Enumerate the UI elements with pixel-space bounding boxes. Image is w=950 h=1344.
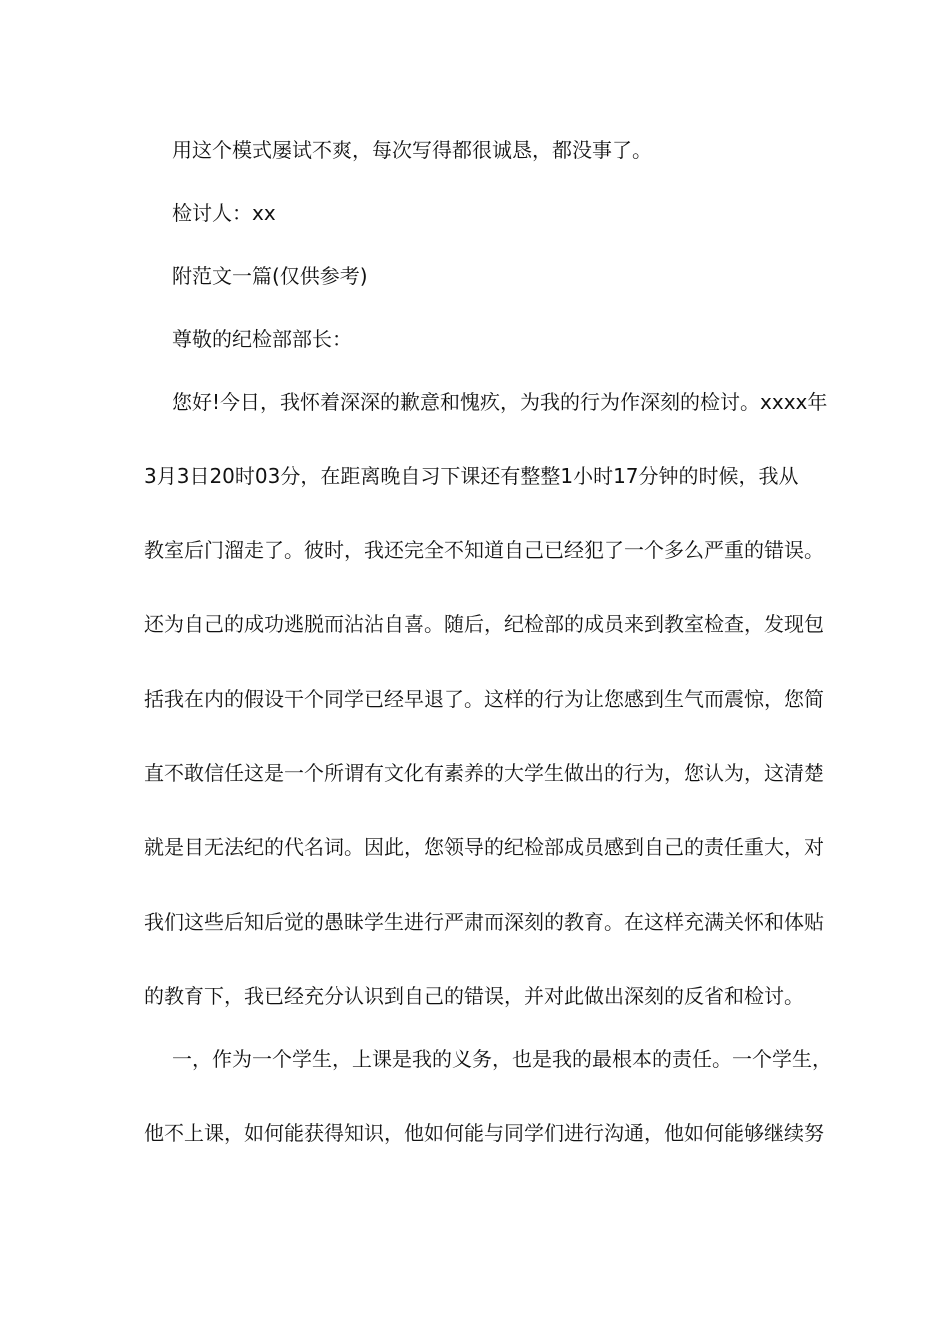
appendix-heading: 附范文一篇(仅供参考) — [172, 264, 368, 288]
body-line-11: 他不上课，如何能获得知识，他如何能与同学们进行沟通，他如何能够继续努 — [144, 1121, 824, 1145]
body-line-10: 一，作为一个学生，上课是我的义务，也是我的最根本的责任。一个学生， — [172, 1047, 832, 1071]
body-line-8: 我们这些后知后觉的愚昧学生进行严肃而深刻的教育。在这样充满关怀和体贴 — [144, 910, 824, 934]
signature-line: 检讨人：xx — [172, 201, 276, 225]
body-line-1: 您好!今日，我怀着深深的歉意和愧疚，为我的行为作深刻的检讨。xxxx年 — [172, 390, 828, 414]
body-line-6: 直不敢信任这是一个所谓有文化有素养的大学生做出的行为，您认为，这清楚 — [144, 761, 824, 785]
body-line-2: 3月3日20时03分，在距离晚自习下课还有整整1小时17分钟的时候，我从 — [144, 464, 799, 488]
body-line-3: 教室后门溜走了。彼时，我还完全不知道自己已经犯了一个多么严重的错误。 — [144, 538, 824, 562]
salutation: 尊敬的纪检部部长： — [172, 327, 352, 351]
body-line-4: 还为自己的成功逃脱而沾沾自喜。随后，纪检部的成员来到教室检查，发现包 — [144, 612, 824, 636]
text-line-1: 用这个模式屡试不爽，每次写得都很诚恳，都没事了。 — [172, 138, 652, 162]
body-line-9: 的教育下，我已经充分认识到自己的错误，并对此做出深刻的反省和检讨。 — [144, 984, 804, 1008]
body-line-5: 括我在内的假设干个同学已经早退了。这样的行为让您感到生气而震惊，您简 — [144, 687, 824, 711]
body-line-7: 就是目无法纪的代名词。因此，您领导的纪检部成员感到自己的责任重大，对 — [144, 835, 824, 859]
